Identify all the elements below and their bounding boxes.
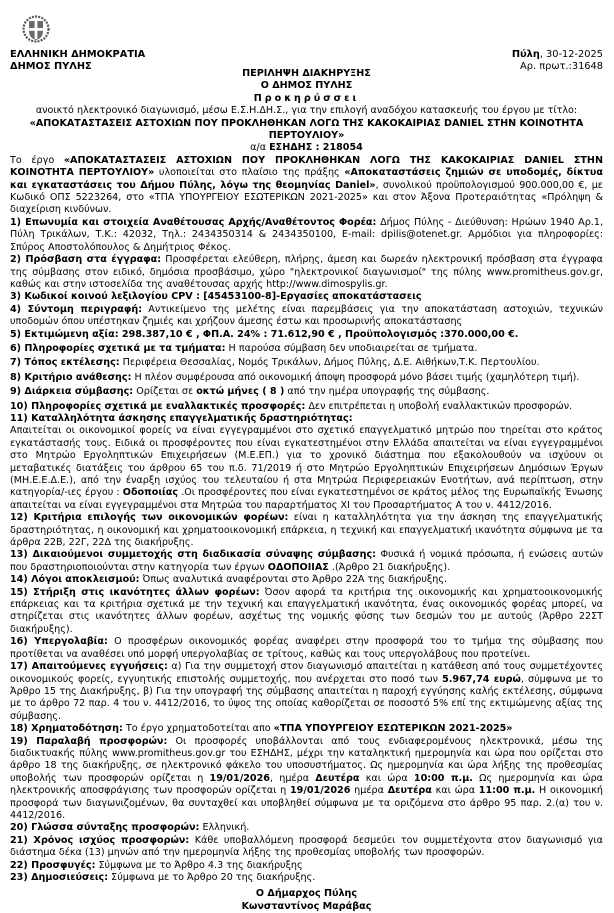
item-12: 12) Κριτήρια επιλογής των οικονομικών φορέων: είναι η καταλληλότητα για την άσκηση της επαγγελματικής δραστηριότητας, η οικονομική και χρηματοοικονομική επάρκεια, η τεχνική και επαγγελματική ικανότητα σύμφωνα με τα άρθρα 22Β, 22Γ, 22Δ της διακήρυξης. (10, 512, 603, 549)
item-15: 15) Στήριξη στις ικανότητες άλλων φορέων: Όσον αφορά τα κριτήρια της οικονομικής και χρηματοοικονομικής επάρκειας και τα κριτήρια σχετικά με την τεχνική και επαγγελματική ικανότητα, ένας οικονομικός φορέας μπορεί, να στηρίζεται στις ικανότητες άλλων φορέων, ασχέτως της νομικής φύσης των δεσμών του με αυτούς (Άρθρο 22ΣΤ διακήρυξης). (10, 586, 603, 635)
item-6: 6) Πληροφορίες σχετικά με τα τμήματα: Η παρούσα σύμβαση δεν υποδιαιρείται σε τμήματα. (10, 342, 478, 354)
protocol-number: Αρ. πρωτ.:31648 (520, 61, 603, 72)
tender-intro: ανοικτό ηλεκτρονικό διαγωνισμό, μέσω Ε.Σ.Η.ΔΗ.Σ., για την επιλογή αναδόχου κατασκευής του έργου με τίτλο: (35, 105, 578, 117)
greek-coat-of-arms-icon (22, 14, 50, 44)
date: , 30-12-2025 (539, 49, 603, 60)
item-20: 20) Γλώσσα σύνταξης προσφορών: Ελληνική. (10, 822, 250, 834)
item-19: 19) Παραλαβή προσφορών: Οι προσφορές υποβάλλονται από τους ενδιαφερομένους ηλεκτρονικά, μέσω της διαδικτυακής πύλης www.promitheus.gov.gr του ΕΣΗΔΗΣ, μέχρι την καταληκτική ημερομηνία και ώρα που ορίζεται στο άρθρο 18 της διακήρυξης, σε ηλεκτρονικό φάκελο του υποσυστήματος. Ως ημερομηνία και ώρα λήξης της προθεσμίας υποβολής των προσφορών ορίζεται η 19/01/2026, ημέρα Δευτέρα και ώρα 10:00 π.μ. Ως ημερομηνία και ώρα ηλεκτρονικής αποσφράγισης των προσφορών ορίζεται η 19/01/2026 ημέρα Δευτέρα και ώρα 11:00 π.μ. Η οικονομική προσφορά των διαγωνιζομένων, θα συνταχθεί και υποβληθεί σύμφωνα με τα οριζόμενα στο άρθρο 95 παρ. 2.(α) του ν. 4412/2016. (10, 735, 603, 821)
document-header (10, 4, 603, 72)
title-block (10, 68, 603, 155)
esidis-number: α/α ΕΣΗΔΗΣ : 218054 (250, 142, 363, 154)
signatory-role: Ο Δήμαρχος Πύλης (255, 888, 358, 900)
item-17: 17) Απαιτούμενες εγγυήσεις: α) Για την συμμετοχή στον διαγωνισμό απαιτείται η κατάθεση από τους συμμετέχοντες οικονομικούς φορείς, εγγυητικής επιστολής συμμετοχής, που ανέρχεται στο ποσό των 5.967,74 ευρώ, σύμφωνα με το Άρθρο 15 της Διακήρυξης, β) Για την υπογραφή της σύμβασης απαιτείται η παροχή εγγύησης καλής εκτέλεσης, σύμφωνα με το άρθρο 72 παρ. 4 του ν. 4412/2016, το ύψος της οποίας καθορίζεται σε ποσοστό 5% επί της εκτιμώμενης αξίας της σύμβασης. (10, 661, 603, 722)
item-9: 9) Διάρκεια σύμβασης: Ορίζεται σε οκτώ μήνες ( 8 ) από την ημέρα υπογραφής της σύμβασης. (10, 386, 490, 398)
issuer-country: ΕΛΛΗΝΙΚΗ ΔΗΜΟΚΡΑΤΙΑ (10, 49, 146, 60)
item-3: 3) Κωδικοί κοινού λεξιλογίου CPV : [45453100-8]-Εργασίες αποκατάστασεις (10, 291, 422, 303)
items-list (10, 217, 603, 885)
item-11: 11) Καταλληλότητα άσκησης επαγγελματικής δραστηριότητας: Απαιτείται οι οικονομικοί φορείς να είναι εγγεγραμμένοι στο σχετικό επαγγελματικό μητρώο που τηρείται στο κράτος εγκατάστασής τους. Ειδικά οι προσφέροντες που είναι εγκατεστημένοι στην Ελλάδα απαιτείται να είναι εγγεγραμμένοι στο Μητρώο Εργοληπτικών Επιχειρήσεων (Μ.Ε.ΕΠ.) για το χρονικό διάστημα που εξακολουθούν να ισχύουν οι μεταβατικές διατάξεις του άρθρου 65 του π.δ. 71/2019 ή στο Μητρώο Εργοληπτικών Επιχειρήσεων Δημόσιων Έργων (ΜΗ.Ε.Ε.Δ.Ε.), από την έναρξη ισχύος του τελευταίου ή στα Μητρώα Περιφερειακών Ενοτήτων, ανά περίπτωση, στην κατηγορία/-ιες έργου : Οδοποιίας .Οι προσφέροντες που είναι εγκατεστημένοι σε κράτος μέλος της Ευρωπαϊκής Ένωσης απαιτείται να είναι εγγεγραμμένοι στα Μητρώα του παραρτήματος XI του Προσαρτήματος Α του ν. 4412/2016. (10, 412, 603, 511)
item-22: 22) Προσφυγές: Σύμφωνα με το Άρθρο 4.3 της διακήρυξης (10, 859, 303, 871)
place: Πύλη (511, 49, 540, 60)
issuer-block (10, 49, 145, 73)
item-14: 14) Λόγοι αποκλεισμού: Όπως αναλυτικά αναφέρονται στο Άρθρο 22Α της διακήρυξης. (10, 574, 448, 586)
item-23: 23) Δημοσιεύσεις: Σύμφωνα με το Άρθρο 20 της διακήρυξης. (10, 872, 316, 883)
place-date (512, 49, 603, 61)
item-21: 21) Χρόνος ισχύος προσφορών: Κάθε υποβαλλόμενη προσφορά δεσμεύει τον συμμετέχοντα στον διαγωνισμό για διάστημα δέκα (13) μηνών από την ημερομηνία λήξης της προθεσμίας υποβολής των προσφορών. (10, 834, 603, 859)
item-2: 2) Πρόσβαση στα έγγραφα: Προσφέρεται ελεύθερη, πλήρης, άμεση και δωρεάν ηλεκτρονική πρόσβαση στα έγγραφα της σύμβασης στον ειδικό, δημόσια προσβάσιμο, χώρο "ηλεκτρονικοί διαγωνισμοί" της πύλης www.promitheus.gov.gr, καθώς και στην ιστοσελίδα της αναθέτουσας αρχής http://www.dimospylis.gr. (10, 254, 603, 290)
date-protocol-block (512, 49, 603, 73)
item-5: 5) Εκτιμώμενη αξία: 298.387,10 € , ΦΠ.Α. 24% : 71.612,90 € , Προϋπολογισμός :370.000,00 €. (10, 328, 519, 340)
summary-title: ΠΕΡΙΛΗΨΗ ΔΙΑΚΗΡΥΞΗΣ (242, 68, 371, 79)
item-7: 7) Τόπος εκτέλεσης: Περιφέρεια Θεσσαλίας, Νομός Τρικάλων, Δήμος Πύλης, Δ.Ε. Αιθήκων,Τ.Κ. Περτουλίου. (10, 357, 540, 369)
item-18: 18) Χρηματοδότηση: Το έργο χρηματοδοτείται απο «ΤΠΑ ΥΠΟΥΡΓΕΙΟΥ ΕΣΩΤΕΡΙΚΩΝ 2021-2025» (10, 723, 513, 735)
item-16: 16) Υπεργολαβία: Ο προσφέρων οικονομικός φορέας αναφέρει στην προσφορά του το τμήμα της σύμβασης που προτίθεται να αναθέσει υπό μορφή υπεργολαβίας σε τρίτους, καθώς και τους υπεργολάβους που προτείνει. (10, 636, 604, 660)
item-8: 8) Κριτήριο ανάθεσης: Η πλέον συμφέρουσα από οικονομική άποψη προσφορά μόνο βάσει τιμής (χαμηλότερη τιμή). (10, 371, 580, 383)
signature-block (10, 888, 603, 913)
item-4: 4) Σύντομη περιγραφή: Αντικείμενο της μελέτης είναι παρεμβάσεις για την αποκατάσταση αστοχιών, τεχνικών υποδομών όπου υπέστηκαν ζημιές και χρήζουν άμεσης έστω και προσωρινής αποκατάστασης (10, 303, 604, 328)
item-10: 10) Πληροφορίες σχετικά με εναλλακτικές προσφορές: Δεν επιτρέπεται η υποβολή εναλλακτικών προσφορών. (10, 400, 573, 412)
item-1: 1) Επωνυμία και στοιχεία Αναθέτουσας Αρχής/Αναθέτοντος Φορέα: Δήμος Πύλης - Διεύθυνση: Ηρώων 1940 Αρ.1, Πύλη Τρικάλων, Τ.Κ.: 42032, Τηλ.: 2434350314 & 2434350100, E-mail: dpilis@otenet.gr. Αρμόδιοι για πληροφορίες: Σπύρος Αποστολόπουλος & Δημήτριος Φέκος. (10, 216, 603, 253)
municipality-title: Ο ΔΗΜΟΣ ΠΥΛΗΣ (260, 80, 353, 92)
signatory-name: Κωνσταντίνος Μαράβας (241, 900, 372, 912)
preamble-paragraph: Το έργο «ΑΠΟΚΑΤΑΣΤΑΣΕΙΣ ΑΣΤΟΧΙΩΝ ΠΟΥ ΠΡΟΚΛΗΘΗΚΑΝ ΛΟΓΩ ΤΗΣ ΚΑΚΟΚΑΙΡΙΑΣ DANIEL ΣΤΗΝ ΚΟΙΝΟΤΗΤΑ ΠΕΡΤΟΥΛΙΟΥ» υλοποιείται στο πλαίσιο της πράξης «Αποκαταστάσεις ζημιών σε υποδομές, δίκτυα και εγκαταστάσεις του Δήμου Πύλης, λόγω της θεομηνίας Daniel», συνολικού προϋπολογισμού 900.000,00 €, με Κωδικό ΟΠΣ 5223264, στο «ΤΠΑ ΥΠΟΥΡΓΕΙΟΥ ΕΣΩΤΕΡΙΚΩΝ 2021-2025» και στον Άξονα Προτεραιότητας «Πρόληψη & διαχείριση κινδύνων. (10, 154, 603, 216)
project-title: «ΑΠΟΚΑΤΑΣΤΑΣΕΙΣ ΑΣΤΟΧΙΩΝ ΠΟΥ ΠΡΟΚΛΗΘΗΚΑΝ ΛΟΓΩ ΤΗΣ ΚΑΚΟΚΑΙΡΙΑΣ DANIEL ΣΤΗΝ ΚΟΙΝΟΤΗΤΑ ΠΕΡΤΟΥΛΙΟΥ» (29, 117, 584, 142)
issuer-municipality: ΔΗΜΟΣ ΠΥΛΗΣ (10, 61, 92, 72)
item-13: 13) Δικαιούμενοι συμμετοχής στη διαδικασία σύναψης σύμβασης: Φυσικά ή νομικά πρόσωπα, ή ενώσεις αυτών που δραστηριοποιούνται στην κατηγορία των έργων ΟΔΟΠΟΙΙΑΣ .(Άρθρο 21 διακήρυξης). (10, 549, 603, 573)
announces-heading: Προκηρύσσει (253, 92, 360, 104)
